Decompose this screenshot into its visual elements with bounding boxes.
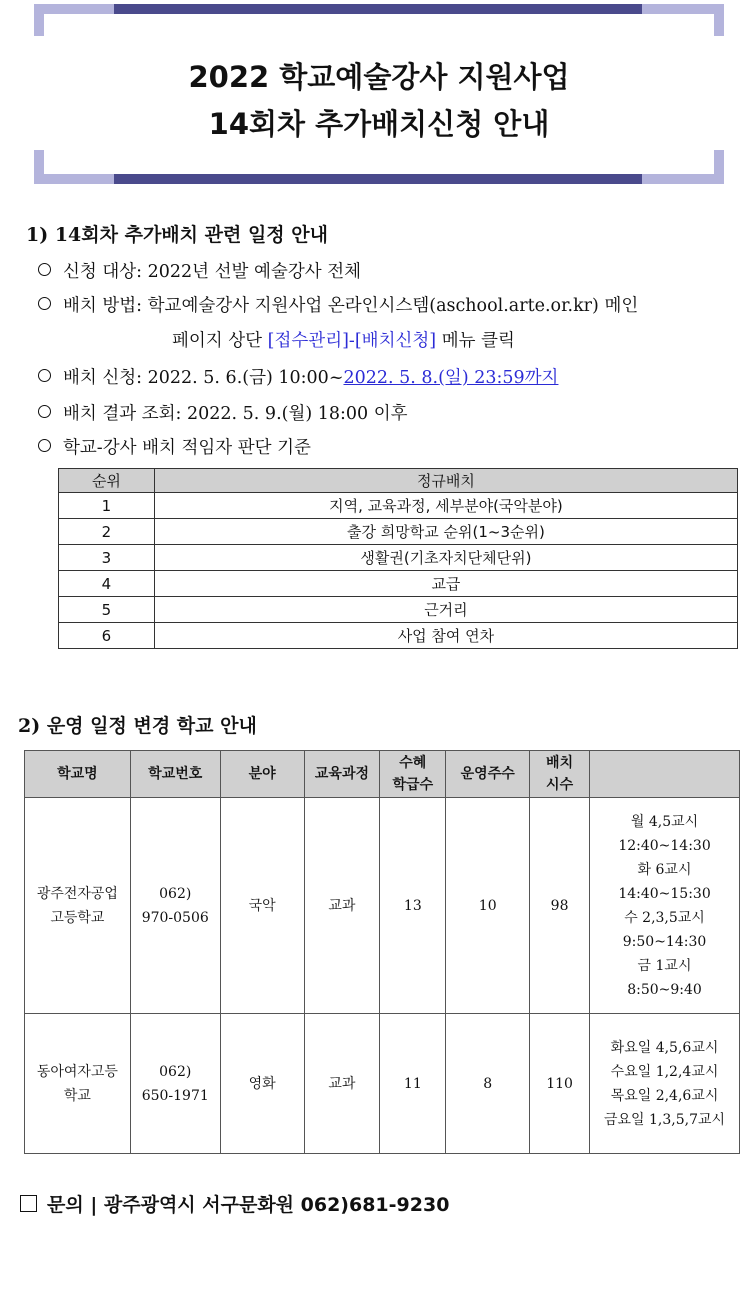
section1-heading: 1) 14회차 추가배치 관련 일정 안내	[26, 224, 328, 246]
weeks-header: 운영주수	[446, 751, 530, 798]
table-row: 5 근거리	[59, 597, 738, 623]
bullet-method-line2: 페이지 상단 [접수관리]-[배치신청] 메뉴 클릭	[172, 331, 515, 351]
table-row: 6 사업 참여 연차	[59, 623, 738, 649]
bullet-result: 배치 결과 조회: 2022. 5. 9.(월) 18:00 이후	[38, 400, 408, 425]
table-row: 1 지역, 교육과정, 세부분야(국악분야)	[59, 493, 738, 519]
table-row: 2 출강 희망학교 순위(1~3순위)	[59, 519, 738, 545]
table-row: 동아여자고등 학교 062) 650-1971 영화 교과 11 8 110 화요일 4,5,6교시 수요일 1,2,4교시 목요일 2,4,6교시 금요일 1,3,5,7교시	[25, 1014, 740, 1154]
circle-bullet-icon	[38, 405, 51, 418]
rank-header: 순위	[59, 469, 155, 493]
table-row: 4 교급	[59, 571, 738, 597]
table-row: 3 생활권(기초자치단체단위)	[59, 545, 738, 571]
circle-bullet-icon	[38, 369, 51, 382]
schedule-cell: 월 4,5교시 12:40~14:30 화 6교시 14:40~15:30 수 2,3,5교시 9:50~14:30 금 1교시 8:50~9:40	[590, 798, 740, 1014]
circle-bullet-icon	[38, 263, 51, 276]
schedule-header	[590, 751, 740, 798]
top-decor-bar	[34, 4, 724, 14]
placement-header: 정규배치	[154, 469, 737, 493]
field-header: 분야	[220, 751, 304, 798]
rank-table	[58, 468, 738, 649]
classes-header: 수혜 학급수	[380, 751, 446, 798]
checkbox-square-icon	[20, 1195, 37, 1212]
schedule-header-row	[25, 751, 740, 798]
school-number-header: 학교번호	[130, 751, 220, 798]
schedule-cell: 화요일 4,5,6교시 수요일 1,2,4교시 목요일 2,4,6교시 금요일 1,3,5,7교시	[590, 1014, 740, 1154]
course-header: 교육과정	[304, 751, 380, 798]
circle-bullet-icon	[38, 439, 51, 452]
school-name-header: 학교명	[25, 751, 131, 798]
bullet-criteria: 학교-강사 배치 적임자 판단 기준	[38, 434, 311, 459]
circle-bullet-icon	[38, 297, 51, 310]
bullet-apply: 배치 신청: 2022. 5. 6.(금) 10:00~2022. 5. 8.(일) 23:59까지	[38, 364, 558, 389]
contact-info: 문의 | 광주광역시 서구문화원 062)681-9230	[20, 1190, 449, 1217]
schedule-table	[24, 750, 740, 1154]
section2-heading: 2) 운영 일정 변경 학교 안내	[18, 715, 257, 737]
page-title-line2: 14회차 추가배치신청 안내	[208, 107, 550, 141]
table-row: 광주전자공업 고등학교 062) 970-0506 국악 교과 13 10 98 월 4,5교시 12:40~14:30 화 6교시 14:40~15:30 수 2,3,5교시 9:50~14:30 금 1교시 8:50~9:40	[25, 798, 740, 1014]
bullet-target: 신청 대상: 2022년 선발 예술강사 전체	[38, 258, 361, 283]
bottom-decor-bar	[34, 174, 724, 184]
hours-header: 배치 시수	[530, 751, 590, 798]
page-title-line1: 2022 학교예술강사 지원사업	[188, 60, 570, 94]
menu-path-text: [접수관리]-[배치신청]	[267, 331, 437, 351]
apply-deadline-link[interactable]: 2022. 5. 8.(일) 23:59까지	[343, 368, 559, 388]
bullet-method: 배치 방법: 학교예술강사 지원사업 온라인시스템(aschool.arte.or.kr) 메인	[38, 292, 638, 317]
